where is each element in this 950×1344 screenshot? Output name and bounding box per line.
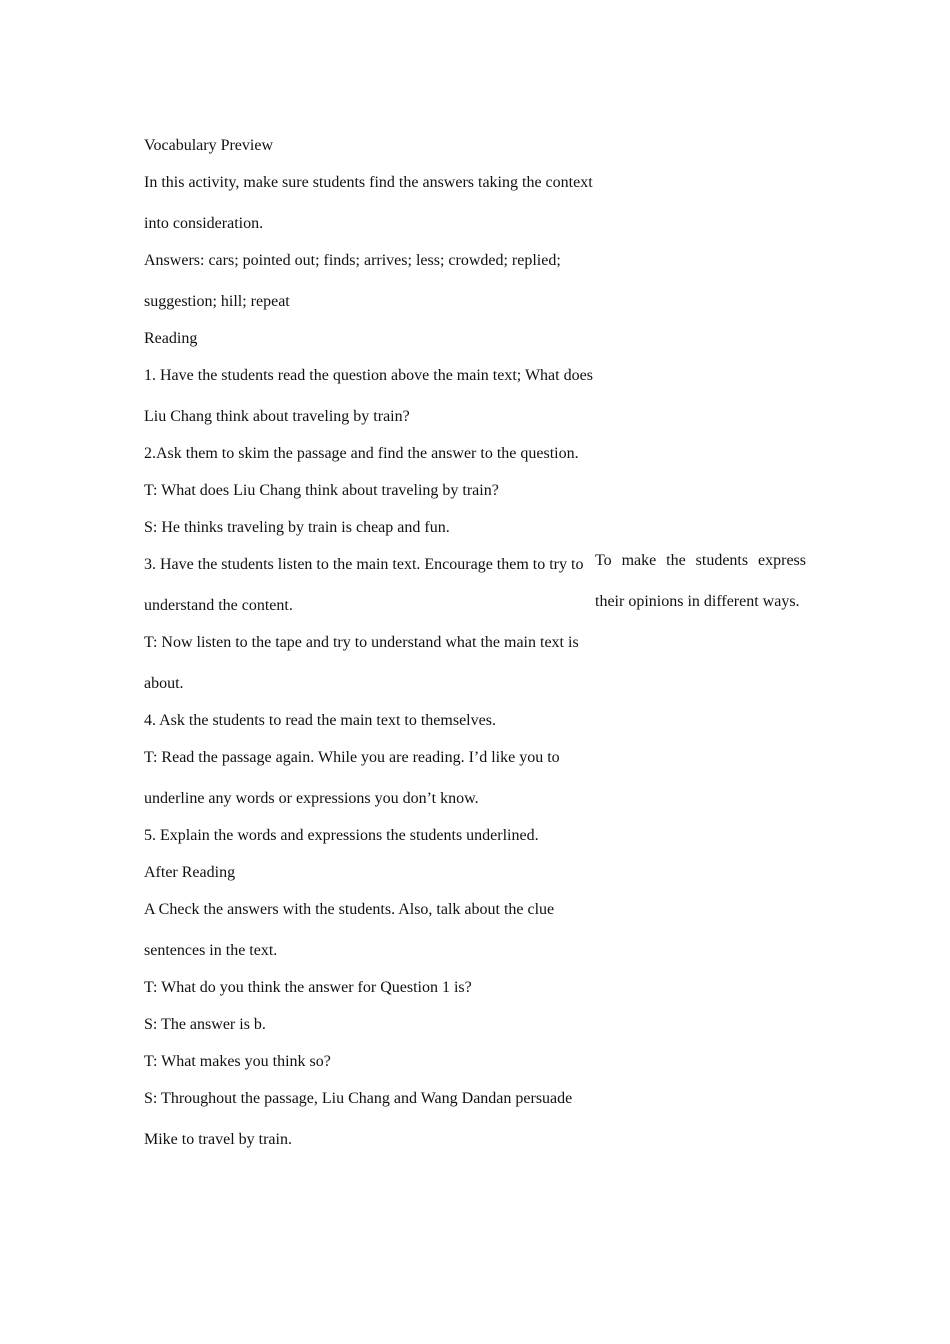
paragraph-reading-step-4: 4. Ask the students to read the main text to themselves. — [144, 712, 496, 729]
paragraph-after-reading-a: A Check the answers with the students. Also, talk about the clue sentences in the text. — [144, 901, 555, 959]
side-note-column — [595, 540, 806, 618]
dialogue-teacher-read-again: T: Read the passage again. While you are reading. I’d like you to underline any words or expressions you don’t know. — [144, 749, 560, 807]
main-column — [144, 125, 594, 1156]
paragraph-reading-step-3: 3. Have the students listen to the main text. Encourage them to try to understand the content. — [144, 556, 584, 614]
dialogue-teacher-why: T: What makes you think so? — [144, 1053, 331, 1070]
dialogue-teacher-question-1: T: What do you think the answer for Question 1 is? — [144, 979, 472, 996]
dialogue-teacher-listen: T: Now listen to the tape and try to understand what the main text is about. — [144, 634, 579, 692]
paragraph-vocab-instruction: In this activity, make sure students find the answers taking the context into consideration. — [144, 174, 593, 232]
paragraph-reading-step-1: 1. Have the students read the question above the main text; What does Liu Chang think about traveling by train? — [144, 367, 593, 425]
side-note: To make the students express their opinions in different ways. — [595, 552, 806, 610]
paragraph-vocab-answers: Answers: cars; pointed out; finds; arrives; less; crowded; replied; suggestion; hill; repeat — [144, 252, 561, 310]
heading-vocabulary-preview: Vocabulary Preview — [144, 137, 273, 154]
dialogue-student-answer: S: He thinks traveling by train is cheap and fun. — [144, 519, 450, 536]
heading-after-reading: After Reading — [144, 864, 236, 881]
dialogue-student-throughout: S: Throughout the passage, Liu Chang and Wang Dandan persuade Mike to travel by train. — [144, 1090, 573, 1148]
paragraph-reading-step-2: 2.Ask them to skim the passage and find the answer to the question. — [144, 445, 579, 462]
dialogue-teacher-question: T: What does Liu Chang think about traveling by train? — [144, 482, 499, 499]
heading-reading: Reading — [144, 330, 198, 347]
paragraph-reading-step-5: 5. Explain the words and expressions the students underlined. — [144, 827, 539, 844]
dialogue-student-answer-b: S: The answer is b. — [144, 1016, 266, 1033]
